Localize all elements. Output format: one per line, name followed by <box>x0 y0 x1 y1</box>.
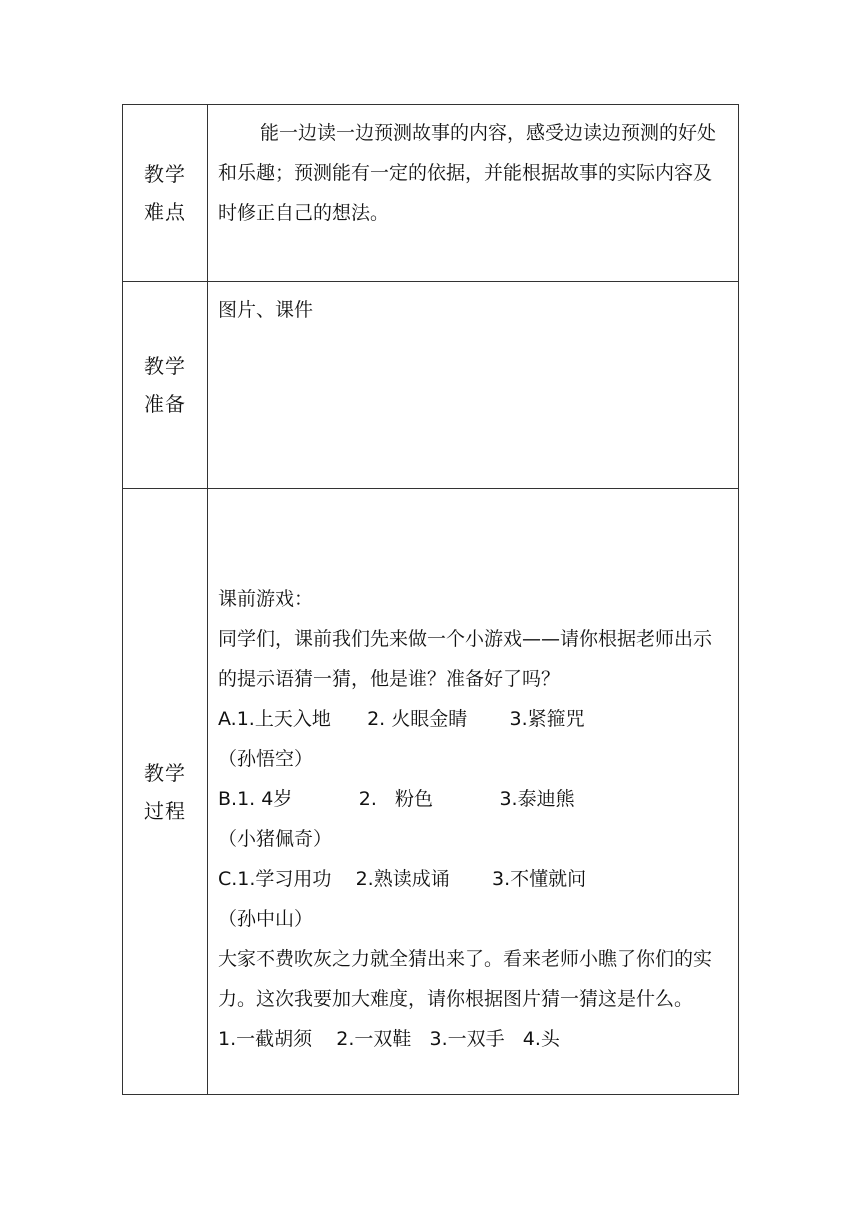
process-line: 同学们，课前我们先来做一个小游戏——请你根据老师出示的提示语猜一猜，他是谁？准备好了吗？ <box>218 628 713 690</box>
label-preparation <box>123 282 208 489</box>
content-difficulty <box>208 105 739 282</box>
process-line: A.1.上天入地 2. 火眼金睛 3.紧箍咒 <box>218 708 585 730</box>
preparation-text: 图片、课件 <box>218 299 314 321</box>
process-line: C.1.学习用功 2.熟读成诵 3.不懂就问 <box>218 868 587 890</box>
process-line: （孙中山） <box>218 908 314 930</box>
process-line: （孙悟空） <box>218 748 314 770</box>
label-line: 难点 <box>144 200 186 224</box>
label-line: 教学 <box>144 162 186 186</box>
label-process <box>123 489 208 1095</box>
content-preparation <box>208 282 739 489</box>
process-line: 大家不费吹灰之力就全猜出来了。看来老师小瞧了你们的实力。这次我要加大难度，请你根据图片猜一猜这是什么。 <box>218 948 713 1010</box>
row-preparation <box>123 282 739 489</box>
label-line: 准备 <box>144 392 186 416</box>
difficulty-text: 能一边读一边预测故事的内容，感受边读边预测的好处和乐趣；预测能有一定的依据，并能根据故事的实际内容及时修正自己的想法。 <box>218 122 717 224</box>
row-process <box>123 489 739 1095</box>
process-line: （小猪佩奇） <box>218 828 333 850</box>
process-line: 课前游戏： <box>218 588 314 610</box>
label-line: 教学 <box>144 760 186 785</box>
process-line: B.1. 4岁 2. 粉色 3.泰迪熊 <box>218 788 575 810</box>
label-difficulty <box>123 105 208 282</box>
lesson-plan-table <box>122 104 739 1095</box>
label-line: 教学 <box>144 354 186 378</box>
content-process <box>208 489 739 1095</box>
process-line: 1.一截胡须 2.一双鞋 3.一双手 4.头 <box>218 1028 560 1050</box>
label-line: 过程 <box>144 798 186 823</box>
row-difficulty <box>123 105 739 282</box>
